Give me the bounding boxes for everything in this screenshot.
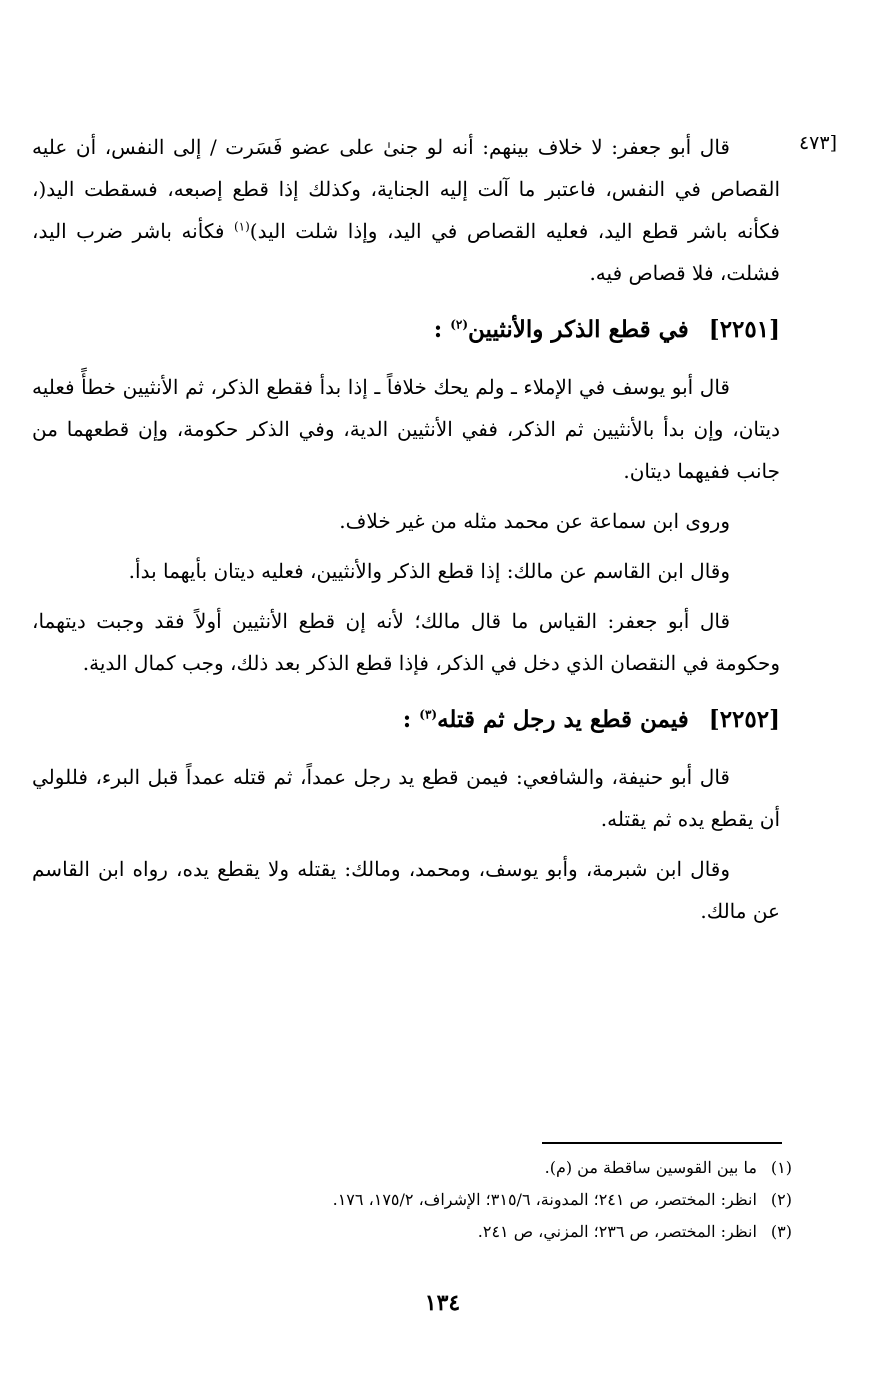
- footnotes: [100, 1152, 792, 1248]
- paragraph-1-tail: فكأنه باشر ضرب اليد، فشلت، فلا قصاص فيه.: [32, 219, 780, 285]
- section-number: [٢٢٥١]: [708, 316, 780, 343]
- margin-page-reference: [٤٧٣: [798, 132, 837, 154]
- paragraph-4: وقال ابن القاسم عن مالك: إذا قطع الذكر والأنثيين، فعليه ديتان بأيهما بدأ.: [128, 559, 730, 583]
- page-number: ١٣٤: [424, 1290, 461, 1316]
- paragraph-5: قال أبو جعفر: القياس ما قال مالك؛ لأنه إن قطع الأنثيين أولاً فقد وجبت ديتهما، وحكومة في النقصان الذي دخل في الذكر، فإذا قطع الذكر بعد ذلك، وجب كمال الدية.: [32, 609, 780, 675]
- paragraph-1-text: قال أبو جعفر: لا خلاف بينهم: أنه لو جنىٰ على عضو فَسَرت / إلى النفس، أن عليه القصاص في النفس، فاعتبر ما آلت إليه الجناية، وكذلك إذا قطع إصبعه، فسقطت اليد(، فكأنه باشر قطع اليد، فعليه القصاص في اليد، وإذا شلت اليد): [32, 135, 780, 243]
- section-heading-2251: [32, 308, 780, 352]
- paragraph-2: قال أبو يوسف في الإملاء ـ ولم يحك خلافاً ـ إذا بدأ فقطع الذكر، ثم الأنثيين خطأً فعليه ديتان، وإن بدأ بالأنثيين ثم الذكر، ففي الأنثيين الدية، وفي الذكر حكومة، وإن قطعهما من جانب ففيهما ديتان.: [32, 375, 780, 483]
- footnote-number: (٣): [770, 1222, 792, 1241]
- paragraph-7: وقال ابن شبرمة، وأبو يوسف، ومحمد، ومالك: يقتله ولا يقطع يده، رواه ابن القاسم عن مالك.: [32, 857, 780, 923]
- footnote-ref-1: (١): [233, 219, 250, 234]
- section-heading-2252: [32, 698, 780, 742]
- footnote-text: ما بين القوسين ساقطة من (م).: [544, 1158, 757, 1177]
- heading-colon: :: [402, 706, 412, 733]
- footnote-2: [100, 1184, 792, 1216]
- paragraph-1: [32, 126, 780, 294]
- main-text: [32, 126, 780, 936]
- paragraph-6: قال أبو حنيفة، والشافعي: فيمن قطع يد رجل عمداً، ثم قتله عمداً قبل البرء، فللولي أن يقطع يده ثم يقتله.: [32, 765, 780, 831]
- footnote-ref-2: (٢): [450, 317, 469, 332]
- footnote-divider: [542, 1142, 782, 1144]
- footnote-text: انظر: المختصر، ص ٢٤١؛ المدونة، ٣١٥/٦؛ الإشراف، ١٧٥/٢، ١٧٦.: [332, 1190, 757, 1209]
- footnote-number: (٢): [770, 1190, 792, 1209]
- footnote-1: [100, 1152, 792, 1184]
- section-number: [٢٢٥٢]: [708, 706, 780, 733]
- footnote-3: [100, 1216, 792, 1248]
- footnote-number: (١): [770, 1158, 792, 1177]
- heading-colon: :: [433, 316, 443, 343]
- footnote-ref-3: (٣): [419, 707, 438, 722]
- section-title: في قطع الذكر والأنثيين: [468, 316, 689, 343]
- section-title: فيمن قطع يد رجل ثم قتله: [437, 706, 689, 733]
- footnote-text: انظر: المختصر، ص ٢٣٦؛ المزني، ص ٢٤١.: [477, 1222, 757, 1241]
- paragraph-3: وروى ابن سماعة عن محمد مثله من غير خلاف.: [339, 509, 730, 533]
